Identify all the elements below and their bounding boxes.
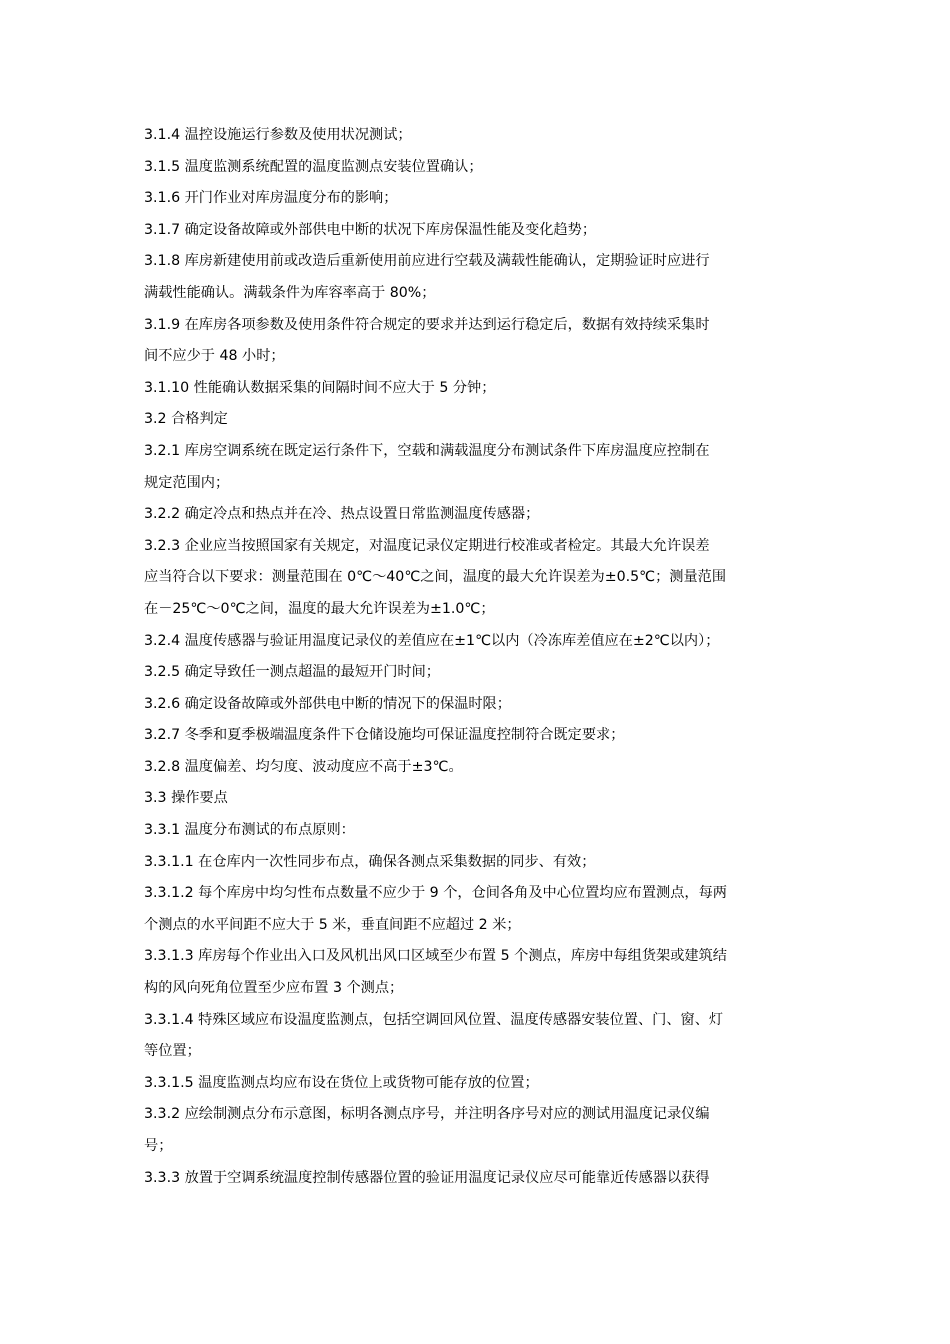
text-line: 3.2.4 温度传感器与验证用温度记录仪的差值应在±1℃以内（冷冻库差值应在±2℃以内）； xyxy=(144,632,720,649)
text-line: 3.3.1.1 在仓库内一次性同步布点，确保各测点采集数据的同步、有效； xyxy=(144,853,596,870)
text-line: 3.3.2 应绘制测点分布示意图，标明各测点序号，并注明各序号对应的测试用温度记录仪编 xyxy=(144,1106,710,1123)
document-body xyxy=(144,120,808,1194)
text-line: 3.1.4 温控设施运行参数及使用状况测试； xyxy=(144,127,412,143)
text-line: 3.2.1 库房空调系统在既定运行条件下，空载和满载温度分布测试条件下库房温度应控制在 xyxy=(144,442,710,459)
text-line: 个测点的水平间距不应大于 5 米，垂直间距不应超过 2 米； xyxy=(144,916,521,933)
text-line: 号； xyxy=(144,1138,173,1154)
text-line: 3.2.3 企业应当按照国家有关规定，对温度记录仪定期进行校准或者检定。其最大允许误差 xyxy=(144,537,710,554)
text-line: 间不应少于 48 小时； xyxy=(144,348,285,365)
text-line: 等位置； xyxy=(144,1043,201,1060)
section-heading: 3.3 操作要点 xyxy=(144,790,228,807)
text-line: 3.2.5 确定导致任一测点超温的最短开门时间； xyxy=(144,664,440,681)
text-line: 3.1.7 确定设备故障或外部供电中断的状况下库房保温性能及变化趋势； xyxy=(144,221,597,238)
text-line: 3.2.7 冬季和夏季极端温度条件下仓储设施均可保证温度控制符合既定要求； xyxy=(144,727,625,744)
text-line: 在－25℃～0℃之间，温度的最大允许误差为±1.0℃； xyxy=(144,600,495,617)
text-line: 规定范围内； xyxy=(144,474,230,491)
text-line: 满载性能确认。满载条件为库容率高于 80%； xyxy=(144,284,436,301)
text-line: 3.1.6 开门作业对库房温度分布的影响； xyxy=(144,190,398,207)
text-line: 应当符合以下要求：测量范围在 0℃～40℃之间，温度的最大允许误差为±0.5℃；测量范围 xyxy=(144,569,727,586)
text-line: 3.3.1.3 库房每个作业出入口及风机出风口区域至少布置 5 个测点，库房中每组货架或建筑结 xyxy=(144,948,727,965)
text-line: 3.1.8 库房新建使用前或改造后重新使用前应进行空载及满载性能确认，定期验证时应进行 xyxy=(144,253,710,270)
text-line: 3.3.1.5 温度监测点均应布设在货位上或货物可能存放的位置； xyxy=(144,1074,539,1091)
section-heading: 3.2 合格判定 xyxy=(144,411,228,428)
text-line: 3.3.1 温度分布测试的布点原则： xyxy=(144,822,355,839)
text-line: 3.1.5 温度监测系统配置的温度监测点安装位置确认； xyxy=(144,158,483,175)
text-line: 3.3.1.4 特殊区域应布设温度监测点，包括空调回风位置、温度传感器安装位置、门、窗、灯 xyxy=(144,1011,724,1028)
text-line: 3.3.3 放置于空调系统温度控制传感器位置的验证用温度记录仪应尽可能靠近传感器以获得 xyxy=(144,1169,710,1186)
text-line: 3.1.10 性能确认数据采集的间隔时间不应大于 5 分钟； xyxy=(144,379,496,396)
text-line: 3.2.6 确定设备故障或外部供电中断的情况下的保温时限； xyxy=(144,695,511,712)
text-line: 3.2.8 温度偏差、均匀度、波动度应不高于±3℃。 xyxy=(144,758,463,775)
text-line: 3.1.9 在库房各项参数及使用条件符合规定的要求并达到运行稳定后，数据有效持续采集时 xyxy=(144,316,710,333)
text-line: 构的风向死角位置至少应布置 3 个测点； xyxy=(144,980,404,997)
text-line: 3.3.1.2 每个库房中均匀性布点数量不应少于 9 个，仓间各角及中心位置均应布置测点，每两 xyxy=(144,885,727,902)
text-line: 3.2.2 确定冷点和热点并在冷、热点设置日常监测温度传感器； xyxy=(144,506,540,523)
